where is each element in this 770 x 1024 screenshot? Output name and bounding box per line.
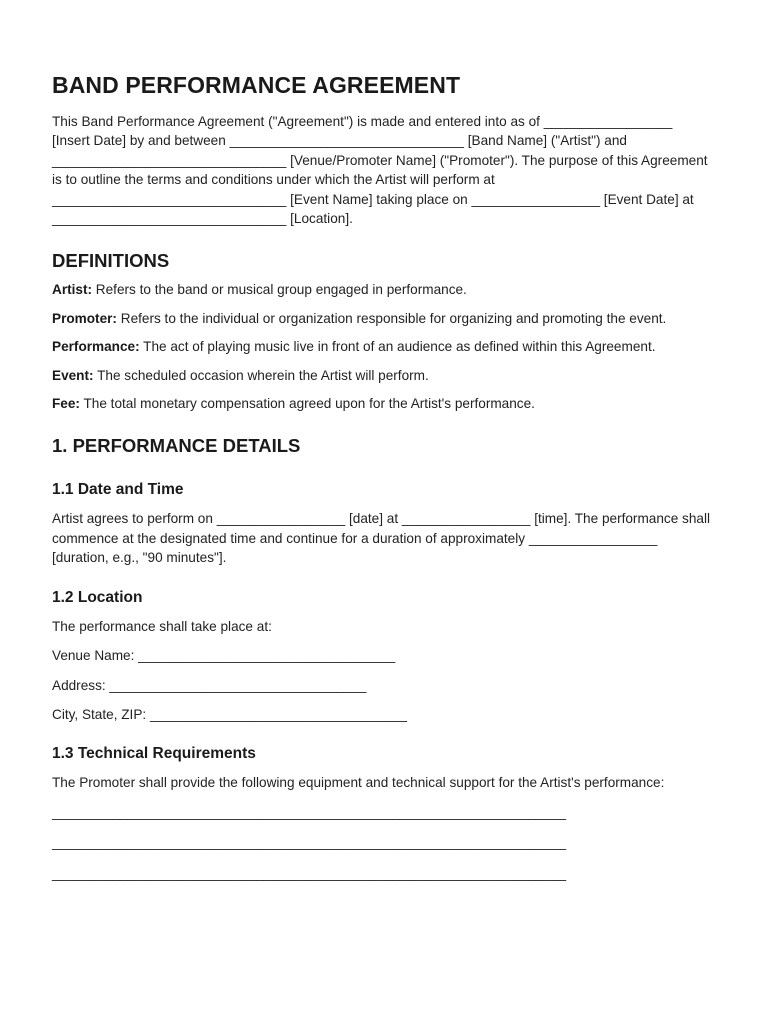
- location-intro: The performance shall take place at:: [52, 618, 272, 634]
- address-line: Address: __________________________________: [52, 677, 367, 693]
- definition-term: Performance:: [52, 339, 140, 355]
- definitions-list: [52, 280, 712, 413]
- definition-fee: [52, 394, 712, 413]
- definition-text: Refers to the band or musical group engaged in performance.: [92, 282, 467, 298]
- document-page: [52, 68, 712, 883]
- subsection-technical-heading: 1.3 Technical Requirements: [52, 745, 256, 763]
- technical-blank-lines: [52, 803, 712, 883]
- definition-text: The scheduled occasion wherein the Artist will perform.: [93, 367, 429, 383]
- city-state-zip-line: City, State, ZIP: __________________________________: [52, 706, 407, 722]
- technical-paragraph: The Promoter shall provide the following equipment and technical support for the Artist's performance:: [52, 775, 665, 791]
- definition-event: [52, 366, 712, 385]
- definition-text: The act of playing music live in front of an audience as defined within this Agreement.: [139, 339, 656, 355]
- section-performance-details-heading: 1. PERFORMANCE DETAILS: [52, 435, 301, 457]
- definition-text: The total monetary compensation agreed upon for the Artist's performance.: [79, 396, 535, 412]
- definition-term: Fee:: [52, 396, 80, 412]
- definition-term: Artist:: [52, 282, 93, 298]
- blank-line: ____________________________________________________________________: [52, 835, 567, 851]
- definition-term: Promoter:: [52, 310, 117, 326]
- definition-text: Refers to the individual or organization responsible for organizing and promoting the event.: [116, 310, 667, 326]
- subsection-date-time-heading: 1.1 Date and Time: [52, 481, 184, 499]
- definition-promoter: [52, 309, 712, 328]
- definition-performance: [52, 337, 712, 356]
- definitions-heading: DEFINITIONS: [52, 250, 170, 272]
- blank-line: ____________________________________________________________________: [52, 865, 567, 881]
- date-time-paragraph: Artist agrees to perform on _________________ [date] at _________________ [time]. The performance shall commence at the designated time and continue for a duration of approximately _________________ [duration, e.g., "90 minutes"].: [52, 511, 710, 566]
- subsection-location-heading: 1.2 Location: [52, 588, 143, 606]
- venue-name-line: Venue Name: __________________________________: [52, 648, 396, 664]
- definition-term: Event:: [52, 367, 94, 383]
- page-title: BAND PERFORMANCE AGREEMENT: [52, 72, 461, 98]
- blank-line: ____________________________________________________________________: [52, 804, 567, 820]
- definition-artist: [52, 280, 712, 299]
- intro-paragraph: This Band Performance Agreement ("Agreement") is made and entered into as of _________________ [Insert Date] by and between _______________________________ [Band Name] ("Artist") and _______________________________ [Venue/Promoter Name] ("Promoter"). The purpose of this Agreement is to outline the terms and conditions under which the Artist will perform at _______________________________ [Event Name] taking place on _________________ [Event Date] at _______________________________ [Location].: [52, 114, 708, 227]
